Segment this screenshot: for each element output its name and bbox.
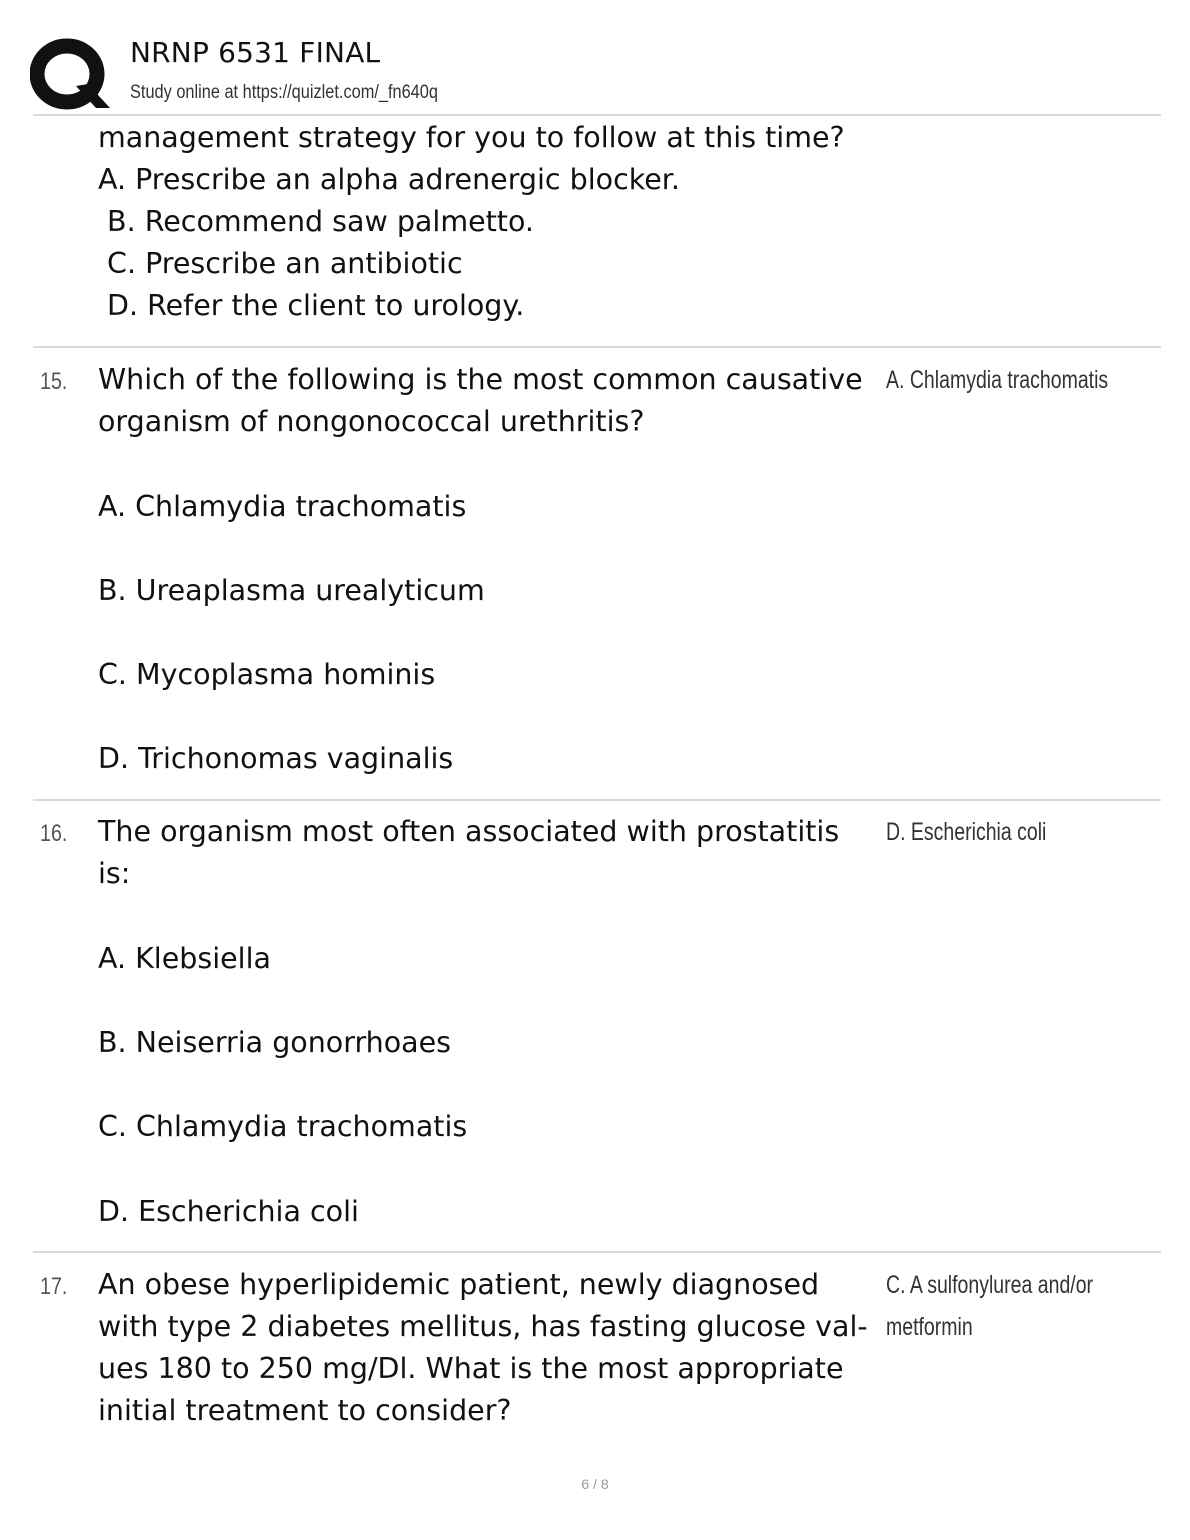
question-number: 15. [40,368,68,395]
continued-option-a: A. Prescribe an alpha adrenergic blocker. [98,163,680,196]
question-text-line: organism of nongonococcal urethritis? [98,405,645,438]
card-divider [33,1251,1161,1253]
continued-option-c: C. Prescribe an antibiotic [98,247,463,280]
answer-text: D. Escherichia coli [886,818,1047,846]
header-divider [33,114,1161,116]
option-c: C. Mycoplasma hominis [98,658,436,691]
card-divider [33,346,1161,348]
question-text-line: An obese hyperlipidemic patient, newly diagnosed [98,1268,820,1301]
answer-text: A. Chlamydia trachomatis [886,366,1109,394]
option-d: D. Escherichia coli [98,1195,359,1228]
page-header [0,0,1190,116]
question-text-line: is: [98,857,131,890]
question-text-line: with type 2 diabetes mellitus, has fasting glucose val- [98,1310,868,1343]
question-text-line: initial treatment to consider? [98,1394,512,1427]
option-b: B. Ureaplasma urealyticum [98,574,485,607]
question-text-line: ues 180 to 250 mg/Dl. What is the most appropriate [98,1352,844,1385]
option-d: D. Trichonomas vaginalis [98,742,454,775]
option-a: A. Chlamydia trachomatis [98,490,467,523]
study-online-link-text: Study online at https://quizlet.com/_fn640q [130,82,438,103]
question-text-line: Which of the following is the most common causative [98,363,863,396]
question-number: 17. [40,1273,68,1300]
continued-option-b: B. Recommend saw palmetto. [98,205,534,238]
question-text-line: The organism most often associated with prostatitis [98,815,840,848]
continued-option-d: D. Refer the client to urology. [98,289,525,322]
card-divider [33,799,1161,801]
option-c: C. Chlamydia trachomatis [98,1110,468,1143]
quizlet-q-logo-icon [30,38,112,110]
answer-text: C. A sulfonylurea and/or [886,1271,1094,1299]
document-title: NRNP 6531 FINAL [130,36,381,69]
continued-line: management strategy for you to follow at this time? [98,121,845,154]
option-b: B. Neiserria gonorrhoaes [98,1026,452,1059]
option-a: A. Klebsiella [98,942,271,975]
answer-text: metformin [886,1313,973,1341]
page-number: 6 / 8 [581,1476,609,1492]
question-number: 16. [40,820,68,847]
